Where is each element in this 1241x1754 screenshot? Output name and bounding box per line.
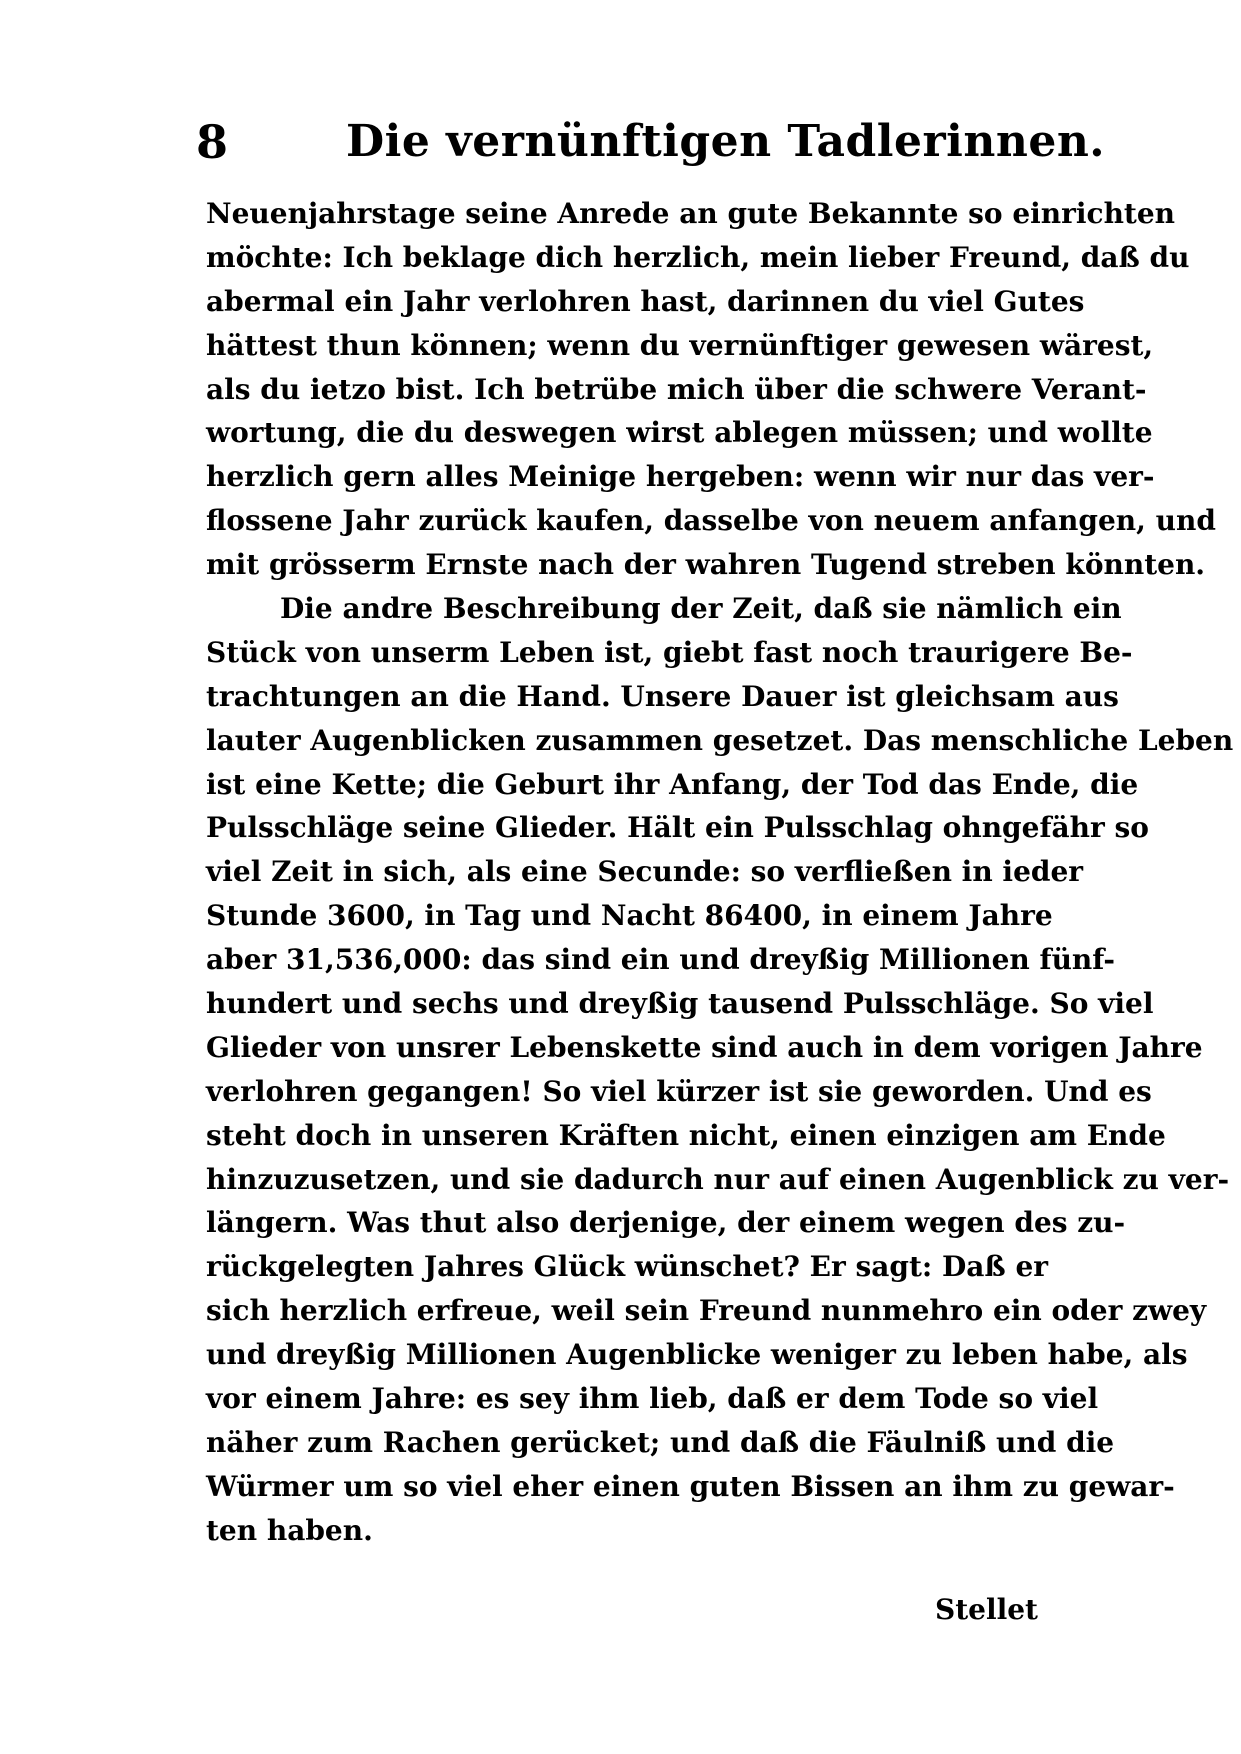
text-line: abermal ein Jahr verlohren hast, darinnen du viel Gutes xyxy=(206,284,1085,318)
text-line: lauter Augenblicken zusammen gesetzet. Das menschliche Leben xyxy=(206,723,1234,757)
text-line: hinzuzusetzen, und sie dadurch nur auf einen Augenblick zu ver- xyxy=(206,1162,1230,1196)
text-line: Würmer um so viel eher einen guten Bissen an ihm zu gewar- xyxy=(206,1469,1175,1503)
text-line: Stunde 3600, in Tag und Nacht 86400, in einem Jahre xyxy=(206,899,1053,933)
text-line: flossene Jahr zurück kaufen, dasselbe von neuem anfangen, und xyxy=(206,504,1216,538)
text-line: ist eine Kette; die Geburt ihr Anfang, der Tod das Ende, die xyxy=(206,767,1139,801)
text-line: ten haben. xyxy=(206,1513,373,1547)
text-line: mit grösserm Ernste nach der wahren Tugend streben könnten. xyxy=(206,548,1206,582)
page-number: 8 xyxy=(196,115,229,169)
running-title: Die vernünftigen Tadlerinnen. xyxy=(346,116,1106,167)
text-line: längern. Was thut also derjenige, der einem wegen des zu- xyxy=(206,1206,1126,1240)
text-line: Pulsschläge seine Glieder. Hält ein Pulsschlag ohngefähr so xyxy=(206,811,1149,845)
text-line: trachtungen an die Hand. Unsere Dauer ist gleichsam aus xyxy=(206,679,1119,713)
text-line: näher zum Rachen gerücket; und daß die Fäulniß und die xyxy=(206,1425,1115,1459)
body-text xyxy=(206,192,1234,1553)
text-line: und dreyßig Millionen Augenblicke weniger zu leben habe, als xyxy=(206,1338,1188,1372)
catchword: Stellet xyxy=(935,1593,1038,1626)
paragraph-2 xyxy=(206,587,1234,1553)
text-line: als du ietzo bist. Ich betrübe mich über die schwere Verant- xyxy=(206,372,1147,406)
text-line: herzlich gern alles Meinige hergeben: wenn wir nur das ver- xyxy=(206,460,1155,494)
text-line: hundert und sechs und dreyßig tausend Pulsschläge. So viel xyxy=(206,987,1154,1021)
text-line: vor einem Jahre: es sey ihm lieb, daß er dem Tode so viel xyxy=(206,1382,1099,1416)
text-line: aber 31,536,000: das sind ein und dreyßig Millionen fünf- xyxy=(206,943,1115,977)
text-line: verlohren gegangen! So viel kürzer ist sie geworden. Und es xyxy=(206,1074,1152,1108)
text-line: rückgelegten Jahres Glück wünschet? Er sagt: Daß er xyxy=(206,1250,1049,1284)
text-line: Glieder von unsrer Lebenskette sind auch in dem vorigen Jahre xyxy=(206,1030,1203,1064)
text-line: Neuenjahrstage seine Anrede an gute Bekannte so einrichten xyxy=(206,197,1176,230)
paragraph-1 xyxy=(206,192,1216,587)
text-line: viel Zeit in sich, als eine Secunde: so verfließen in ieder xyxy=(206,855,1084,889)
text-line: Die andre Beschreibung der Zeit, daß sie nämlich ein xyxy=(280,592,1122,626)
page-header xyxy=(196,108,1106,178)
text-line: sich herzlich erfreue, weil sein Freund nunmehro ein oder zwey xyxy=(206,1294,1207,1328)
text-line: hättest thun können; wenn du vernünftiger gewesen wärest, xyxy=(206,328,1154,362)
text-line: steht doch in unseren Kräften nicht, einen einzigen am Ende xyxy=(206,1118,1166,1152)
text-line: wortung, die du deswegen wirst ablegen müssen; und wollte xyxy=(206,416,1153,450)
text-line: möchte: Ich beklage dich herzlich, mein lieber Freund, daß du xyxy=(206,240,1190,274)
text-line: Stück von unserm Leben ist, giebt fast noch traurigere Be- xyxy=(206,635,1133,669)
